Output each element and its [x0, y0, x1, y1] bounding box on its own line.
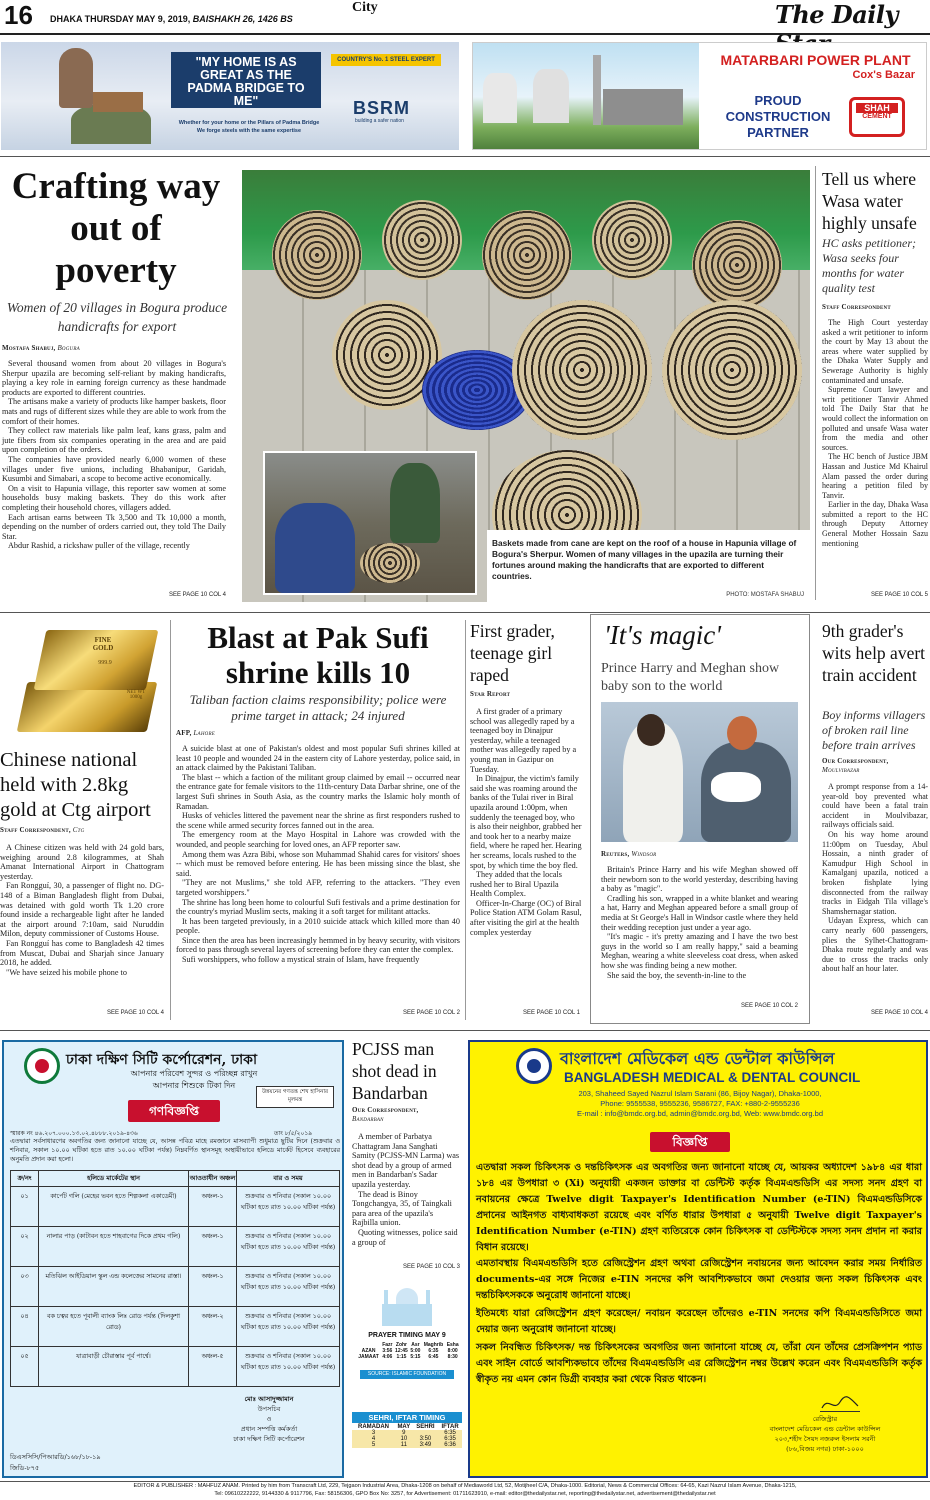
iftar-title: SEHRI, IFTAR TIMING [352, 1412, 462, 1423]
dscc-side-note: উন্নয়নের গণতন্ত্র শেখ হাসিনার মূলমন্ত্র [256, 1086, 334, 1108]
shah-cement-ad[interactable] [472, 42, 927, 150]
bsrm-tagline-1: Whether for your home or the Pillars of Padma Bridge [178, 120, 320, 126]
wasa-divider [815, 166, 816, 600]
gold-para: Fan Rongguí has come to Bangladesh 42 times from Muscat, Dubai and Sharjah since January 2018, he added. [0, 938, 164, 968]
bmdc-para-2: এমতাবস্থায় বিএমএন্ডডিসি হতে রেজিস্ট্রেশন গ্রহণ অথবা রেজিস্ট্রেশন নবায়নের জন্য আবেদন করার সময় নির্ধারিত documents-এর সঙ্গে নিজের e-TIN সনদের কপি আবশ্যিকভাবে জমা দেওয়ার জন্য সকল চিকিৎসক এবং দন্তচিকিৎসককে অনুরোধ জানানো যাচ্ছে। [476, 1258, 922, 1301]
shah-ad-title: MATARBARI POWER PLANT [720, 52, 911, 68]
bsrm-logo: BSRM [353, 98, 410, 118]
bmdc-para-4: সকল নিবন্ধিত চিকিৎসক/ দন্ত চিকিৎসকের অবগতির জন্য জানানো যাচ্ছে যে, তাঁরা যেন তাঁদের প্রেসক্রিপশন প্যাড এবং সাইন বোর্ডে আবশ্যিকভাবে তাঁদের বিএমএন্ডডিসি এর রেজিস্ট্রেশন নম্বর উল্লেখ করেন এবং বিএমএন্ডডিসি কর্তৃক স্বীকৃত নয় এমন কোন ডিগ্রী ব্যবহার করা থেকে বিরত থাকেন। [476, 1342, 922, 1385]
plant-building [603, 89, 683, 125]
prayer-cell: 5:00 [410, 1348, 421, 1354]
prayer-cell: 8:30 [447, 1354, 458, 1360]
crafting-para: Several thousand women from about 20 villages in Bogura's Sherpur upazila are becoming self-reliant by making handicrafts, playing a key role in earning foreign currency as these handmade products are exported to different countries. [2, 359, 226, 397]
dscc-cell: অঞ্চল-১ [189, 1187, 237, 1227]
gold-para: "We have seized his mobile phone to [6, 967, 127, 977]
prayer-th: Maghrib [423, 1342, 444, 1348]
pcjss-para: Quoting witnesses, police said a group of [352, 1227, 458, 1247]
wasa-para: Earlier in the day, Dhaka Wasa submitted a report to the HC through Deputy Attorney General Mother Hossain Sazu mentioning [822, 500, 928, 548]
dscc-signer-role: প্রধান সম্পত্তি কর্মকর্তা [240, 1425, 298, 1433]
dscc-cell: অঞ্চল-১ [189, 1267, 237, 1307]
bmdc-sign-block [730, 1414, 920, 1454]
dateline [50, 14, 293, 24]
crafting-body [2, 359, 226, 551]
prayer-cell: 8:00 [447, 1348, 458, 1354]
iftar-cell: 3:50 [419, 1436, 432, 1442]
dscc-cell: ০৩ [11, 1267, 39, 1307]
bmdc-sign-title: রেজিস্ট্রার [812, 1415, 838, 1423]
dscc-cell: মতিঝিল আইডিয়াল স্কুল এন্ড কলেজের সামনের রাস্তা। [39, 1267, 189, 1307]
iftar-cell: 9 [402, 1430, 406, 1436]
dscc-cell: বক চত্বর হতে পূবালী ব্যাংক লিঃ রোড পর্যন্ত (দিলকুশা রোড) [39, 1307, 189, 1347]
royal-see-page[interactable]: SEE PAGE 10 COL 2 [740, 1003, 798, 1009]
basket [592, 200, 672, 280]
bsrm-logo-sub: building a safer nation [355, 118, 404, 124]
ads-divider [0, 156, 930, 157]
iftar-table [352, 1424, 462, 1448]
wasa-body [822, 318, 928, 548]
shah-ad-line3: PARTNER [747, 125, 809, 140]
iftar-cell: 3 [371, 1430, 376, 1436]
prayer-table [356, 1342, 460, 1360]
royal-para: Cradling his son, wrapped in a white blanket and wearing a hat, Harry and Meghan appeared before a small group of media at St George's Hall in Windsor castle where they held their wedding reception just under a year ago. [601, 893, 798, 932]
prayer-cell: 3:56 [382, 1348, 393, 1354]
iftar-th: IFTAR [441, 1424, 459, 1430]
dscc-slogan-1: আপনার পরিবেশ সুন্দর ও পরিচ্ছন্ন রাখুন [130, 1069, 258, 1078]
gold-body [0, 843, 164, 977]
crafting-deck: Women of 20 villages in Bogura produce handicrafts for export [6, 300, 228, 334]
dscc-th: হলিডে মার্কেটের স্থান [39, 1171, 189, 1187]
power-plant-illustration [473, 43, 699, 150]
prayer-cell: 6:35 [428, 1348, 439, 1354]
gold-bar-weight: NET WT 1000g [126, 690, 146, 700]
dscc-row [11, 1227, 340, 1267]
wasa-headline: Tell us where Wasa water highly unsafe [822, 169, 917, 233]
royal-headline: 'It's magic' [604, 620, 722, 650]
grader-para: They added that the locals rushed her to Biral Upazila Health Complex. [470, 870, 562, 899]
pak-para: The blast -- which a faction of the militant group claimed by email -- occurred near the entrance gate for female visitors to the 11th-century Data Darbar shrine, one of the largest Sufi shrines in South Asia, as the country marks the Islamic holy month of Ramadan. [176, 772, 460, 811]
gold-byline-place: Ctg [72, 826, 85, 834]
shah-logo-bottom: CEMENT [862, 113, 892, 120]
basket [482, 210, 572, 300]
grader-divider [465, 620, 466, 1020]
footer-imprint: EDITOR & PUBLISHER : MAHFUZ ANAM. Printed by him from Transcraft Ltd, 229, Tejgaon Industrial Area, Dhaka-1208 on behalf of Mediaworld Ltd, 52, Motijheel C/A, Dhaka-1000. Editorial, News & Commercial Offices: 64-65, Kazi Nazrul Islam Avenue, Dhaka-1215, [133, 1483, 797, 1489]
dscc-row [11, 1307, 340, 1347]
prayer-th: Asr [411, 1342, 420, 1348]
pak-deck: Taliban faction claims responsibility; police were prime target in attack; 24 injured [189, 692, 447, 723]
pcjss-para: A member of Parbatya Chattagram Jana Sanghati Samity (PCJSS-MN Larma) was shot dead by a group of armed men in Bandarban's Sadar upazila yesterday. [352, 1132, 460, 1189]
pcjss-see-page[interactable]: SEE PAGE 10 COL 3 [402, 1264, 460, 1270]
bmdc-title-bn: বাংলাদেশ মেডিকেল এন্ড ডেন্টাল কাউন্সিল [560, 1049, 835, 1068]
dscc-cell: যাত্রাবাড়ী চৌরাস্তার পূর্ব পার্শ্বে। [39, 1347, 189, 1387]
iftar-cell: 3:49 [419, 1442, 432, 1448]
royal-byline-place: Windsor [631, 850, 657, 858]
crafting-byline [2, 344, 80, 352]
dscc-logo [24, 1048, 60, 1084]
basket [512, 300, 652, 440]
dscc-title: ঢাকা দক্ষিণ সিটি কর্পোরেশন, ঢাকা [66, 1052, 258, 1068]
prayer-title: PRAYER TIMING MAY 9 [368, 1332, 446, 1339]
dscc-cell: অঞ্চল-২ [189, 1307, 237, 1347]
dscc-cell: নালার পাড় (কাটাবন হতে শাহবাগের দিকে প্রথম গলি) [39, 1227, 189, 1267]
bmdc-notice[interactable] [468, 1040, 928, 1478]
dscc-signer-title: উপসচিব [257, 1405, 281, 1413]
bmdc-logo [516, 1048, 552, 1084]
woman-figure [275, 503, 355, 593]
pcjss-byline-name: Our Correspondent, [352, 1106, 419, 1114]
gold-bar-label: FINE GOLD [92, 636, 114, 652]
dscc-row [11, 1187, 340, 1227]
dscc-cell: শুক্রবার ও শনিবার (সকাল ১০.০০ ঘটিকা হতে রাত ১০.০০ ঘটিকা পর্যন্ত) [237, 1307, 340, 1347]
train-deck: Boy informs villagers of broken rail line before train arrives [822, 708, 926, 752]
shah-logo-top: SHAH [856, 103, 898, 113]
grader-para: In Dinajpur, the victim's family said she was roaming around the banks of the Tulai river in Biral upazila around 1:00pm, when suddenly the teenaged boy, who is also their neighbor, grabbed her and took her to a nearby maize field, where he raped her. Hearing her screams, locals rushed to the spot, by which time the boy fled. [470, 774, 582, 870]
royal-photo [601, 702, 798, 842]
train-byline-place: Moulvibazar [822, 766, 860, 774]
dscc-notice-title: গণবিজ্ঞপ্তি [128, 1100, 220, 1122]
wasa-para: The HC bench of Justice JBM Hassan and Justice Md Khairul Alam passed the order during hearing a petition filed by Tanvir. [822, 452, 928, 500]
dscc-table-header [11, 1171, 340, 1187]
man-photo [59, 48, 93, 108]
iftar-th: MAY [397, 1424, 411, 1430]
pak-para: The shrine has long been home to colourful Sufi festivals and a prime destination for the country's myriad Muslim sects, making it a soft target for militant attacks. [176, 897, 460, 917]
row-divider [0, 612, 930, 613]
pak-para: A suicide blast at one of Pakistan's oldest and most popular Sufi shrines killed at least 10 people and wounded 24 in the eastern city of Lahore yesterday, police said, in an attack claimed by the Pakistani Taliban. [176, 744, 460, 773]
dscc-cell: কার্পেট গলি (মেহের ভবন হতে শিল্পকলা একাডেমী) [39, 1187, 189, 1227]
prayer-th: Fazr [382, 1342, 393, 1348]
train-para: Udayan Express, which can carry nearly 600 passengers, plies the Sylhet-Chattogram-Dhaka route regularly and was due to cross the tracks only about half an hour later. [822, 916, 928, 974]
dscc-ref-1: ডিএসসিসি/পিআরডি/১৬৮/১৮-১৯ [10, 1453, 101, 1461]
crafting-byline-name: Mostafa Shabuj, [2, 344, 56, 352]
grader-byline: Star Report [470, 690, 511, 698]
pak-para: Sufi worshippers, who follow a mystical strain of Islam, have frequently [182, 955, 420, 965]
pak-see-page[interactable]: SEE PAGE 10 COL 2 [402, 1010, 460, 1016]
dscc-row [11, 1347, 340, 1387]
pcjss-body [352, 1132, 460, 1247]
bsrm-ad[interactable] [1, 42, 459, 150]
pak-divider [170, 620, 171, 1020]
pcjss-byline-place: Bandarban [352, 1115, 384, 1123]
bsrm-badge: COUNTRY'S No. 1 STEEL EXPERT [331, 54, 441, 66]
grader-see-page[interactable]: SEE PAGE 10 COL 1 [522, 1010, 580, 1016]
wasa-para: The High Court yesterday asked a writ petitioner to inform the court by May 13 about the areas where water supplied by the Dhaka Water Supply and Sewerage Authority is highly contaminated and unsafe. [822, 318, 928, 385]
iftar-th: SEHRI [416, 1424, 435, 1430]
crafting-see-page[interactable]: SEE PAGE 10 COL 4 [168, 592, 226, 598]
dscc-signer-org: ঢাকা দক্ষিণ সিটি কর্পোরেশন [233, 1435, 305, 1443]
iftar-cell: 10 [400, 1436, 408, 1442]
dscc-cell: শুক্রবার ও শনিবার (সকাল ১০.০০ ঘটিকা হতে রাত ১০.০০ ঘটিকা পর্যন্ত) [237, 1187, 340, 1227]
crafting-para: They collect raw materials like palm leaf, kans grass, palm and jute fibers from six companies operating in the area and are paid upon completion of the orders. [2, 426, 226, 455]
woman-figure [390, 463, 440, 543]
prayer-source: SOURCE: ISLAMIC FOUNDATION [360, 1370, 454, 1379]
bmdc-phone: Phone: 9555538, 9555236, 9586727, FAX: +880-2-9555236 [600, 1099, 800, 1108]
signature-icon [820, 1394, 860, 1412]
baby-blanket [711, 772, 761, 802]
photo-credit: PHOTO: MOSTAFA SHABUJ [726, 592, 804, 598]
pak-byline-name: AFP, [176, 729, 192, 737]
baskets-caption: Baskets made from cane are kept on the roof of a house in Hapunia village of Bogura's Sherpur. Women of many villages in the upazila are turning their fortunes around making the handicrafts that are exported to different countries. [492, 538, 797, 581]
train-see-page[interactable]: SEE PAGE 10 COL 4 [870, 1010, 928, 1016]
shah-ad-line1: PROUD [754, 93, 802, 108]
dscc-cell: অঞ্চল-১ [189, 1227, 237, 1267]
dscc-cell: ০৪ [11, 1307, 39, 1347]
bmdc-notice-title: বিজ্ঞপ্তি [650, 1132, 730, 1152]
cooling-tower [483, 73, 517, 123]
bangla-date: BAISHAKH 26, 1426 BS [192, 14, 293, 24]
train-para: On his way home around 11:00pm on Tuesday, Abul Hossain, a ninth grader of Kamudpur High School in Kamalganj upazila, noticed a broken fishplate lying disconnected from the railway tracks in Eidgah Tila village's Shamshernagar station. [822, 829, 928, 916]
pcjss-headline: PCJSS man shot dead in Bandarban [352, 1039, 437, 1103]
crafting-para: The artisans make a variety of products like hamper baskets, floor mats and rugs of different sizes while they are able to work from the comfort of their homes. [2, 397, 226, 426]
dscc-notice[interactable] [2, 1040, 344, 1478]
dscc-cell: ০১ [11, 1187, 39, 1227]
iftar-cell: 6:35 [444, 1430, 456, 1436]
iftar-cell: 4 [371, 1436, 376, 1442]
dscc-cell: অঞ্চল-৫ [189, 1347, 237, 1387]
house-roof [93, 92, 143, 112]
pak-byline-place: Lahore [193, 729, 215, 737]
footer-contact: Tel: 09610222222, 9144330 & 9117796, Fax: 58156306, GPO Box No: 3257, for Advertisement: 01711623910, e-mail: editor@thedailystar.net, reporting@thedailystar.net, advertisement@thedailystar.net [214, 1491, 716, 1497]
bmdc-sign-addr-2: (৮৬,বিজয় নগর) ঢাকা-১০০০ [786, 1445, 864, 1453]
pcjss-para: The dead is Binoy Tongchangya, 35, of Taingkali para area of the upazila's Rajbilla union. [352, 1189, 452, 1228]
wasa-deck: HC asks petitioner; Wasa seeks four months for water quality test [822, 236, 916, 295]
train-headline: 9th grader's wits help avert train accident [822, 621, 926, 685]
dscc-slogan-2: আপনার শিশুকে টিকা দিন [152, 1081, 236, 1090]
train-byline [822, 757, 889, 775]
crafting-para: Abdur Rashid, a rickshaw puller of the village, recently [8, 541, 190, 551]
prayer-box [352, 1282, 462, 1382]
dscc-row [11, 1267, 340, 1307]
gold-para: Fan Rongguí, 30, a passenger of flight no. DG-148 of a Biman Bangladesh flight from Dubai, was detained with gold worth Tk 1.20 crore found inside a rechargeable light after he landed at the airport around 7:10am, said Nuruddin Milon, deputy commissioner of Customs House. [0, 881, 164, 939]
bmdc-sign-addr-1: ২০৩,শহীদ সৈয়দ নজরুল ইসলাম সরনী [774, 1435, 876, 1443]
pak-para: "They are not Muslims," she told AFP, referring to the attackers. "They even targeted worshippers." [176, 878, 460, 897]
gold-headline: Chinese national held with 2.8kg gold at Ctg airport [0, 749, 151, 821]
basket [662, 300, 802, 440]
train-para: A prompt response from a 14-year-old boy prevented what could have been a fatal train accident in Moulvibazar, railways officials said. [822, 782, 928, 830]
prayer-cell: 12:45 [395, 1348, 408, 1354]
grader-body [470, 707, 582, 937]
pak-para: Among them was Azra Bibi, whose son Muhammad Shahid cares for visitors' shoes -- which must be removed before entering. He has been missing since the blast, she said. [176, 849, 460, 878]
dscc-signer [204, 1394, 334, 1444]
dscc-intro: এতদ্বারা সর্বসাধারণের অবগতির জন্য জানানো যাচ্ছে যে, আসন্ন পবিত্র মাহে রমজানে মাসব্যাপী শুধুমাত্র ছুটির দিনে (শুক্রবার ও শনিবার, সকাল ১০.০০ ঘটিকা হতে রাত ১০.০০ ঘটিকা পর্যন্ত) নিম্নবর্ণিত স্থানসমূহ অস্থায়ীভাবে হলিডে মার্কেট হিসেবে ব্যবহারের অনুমতি প্রদান করা হলো। [10, 1138, 340, 1163]
iftar-cell: 6:35 [444, 1436, 456, 1442]
mosque-icon [382, 1288, 432, 1326]
pak-para: Since then the area has been increasingly hemmed in by heavy security, with visitors forced to pass through several layers of screening before they can enter the complex. [176, 935, 460, 955]
women-weaving-photo [263, 451, 477, 595]
grader-headline: First grader, teenage girl raped [470, 621, 555, 685]
chimney [593, 55, 601, 125]
gold-byline [0, 826, 84, 834]
prayer-cell: 4:06 [382, 1354, 393, 1360]
prayer-th: Zohr [395, 1342, 407, 1348]
crafting-byline-place: Bogura [57, 344, 80, 352]
dscc-th: ক্র/নং [11, 1171, 39, 1187]
grader-para: A first grader of a primary school was allegedly raped by a teenaged boy in Dinajpur yesterday, while a teenaged mother was allegedly raped by a young man in Gazipur on Tuesday. [470, 707, 577, 774]
gold-bar-purity: 999.9 [98, 660, 112, 666]
wasa-byline: Staff Correspondent [822, 303, 891, 311]
dscc-cell: শুক্রবার ও শনিবার (সকাল ১০.০০ ঘটিকা হতে রাত ১০.০০ ঘটিকা পর্যন্ত) [237, 1347, 340, 1387]
crafting-para: The companies have provided nearly 6,000 women of these villages under five unions, including Bhabanipur, Garidah, Kusumbi and Simabari, a scope to become active economically. [2, 454, 226, 484]
prayer-cell: 1:15 [396, 1354, 407, 1360]
dscc-th: আওতাধীন অঞ্চল [189, 1171, 237, 1187]
gold-bars-photo [4, 620, 164, 744]
crafting-headline: Crafting way out of poverty [11, 166, 221, 291]
wasa-para: Supreme Court lawyer and writ petitioner Tanvir Ahmed told The Daily Star that he would collect the information on polluted and unsafe Wasa water from the media and other sources. [822, 385, 928, 452]
footer-rule [0, 1481, 930, 1482]
royal-para: Britain's Prince Harry and his wife Meghan showed off their newborn son to the world yesterday, describing having a baby as "magic". [601, 865, 798, 894]
meghan-head [637, 714, 665, 746]
bmdc-sign-org: বাংলাদেশ মেডিকেল এন্ড ডেন্টাল কাউন্সিল [769, 1425, 881, 1433]
dscc-cell: শুক্রবার ও শনিবার (সকাল ১০.০০ ঘটিকা হতে রাত ১০.০০ ঘটিকা পর্যন্ত) [237, 1227, 340, 1267]
row-divider [0, 1030, 930, 1031]
dscc-ref-2: জিডি-৮৭৫ [10, 1464, 40, 1472]
basket-piece [360, 543, 420, 583]
bmdc-para-3: ইতিমধ্যে যারা রেজিস্ট্রেশন গ্রহণ করেছেন/ নবায়ন করেছেন তাঁদেরও e-TIN সনদের কপি বিএমএন্ডডিসিতে জমা দেয়ার জন্য অনুরোধ জানানো যাচ্ছে। [476, 1308, 922, 1335]
pak-body [176, 744, 460, 965]
royal-body [601, 865, 798, 980]
dscc-cell: ০৫ [11, 1347, 39, 1387]
shah-ad-location: Cox's Bazar [852, 69, 915, 81]
prayer-th: Esha [446, 1342, 459, 1348]
harry-head [727, 716, 757, 750]
gold-para: A Chinese citizen was held with 24 gold bars, weighing around 2.8 kilogrammes, at Shah Amanat International Airport in Chattogram yesterday. [0, 843, 164, 881]
basket [382, 200, 462, 280]
date-text: DHAKA THURSDAY MAY 9, 2019, [50, 14, 191, 24]
iftar-th: RAMADAN [357, 1424, 389, 1430]
prayer-cell: 5:15 [410, 1354, 421, 1360]
pcjss-byline [352, 1106, 419, 1124]
dscc-cell: শুক্রবার ও শনিবার (সকাল ১০.০০ ঘটিকা হতে রাত ১০.০০ ঘটিকা পর্যন্ত) [237, 1267, 340, 1307]
royal-byline-name: Reuters, [601, 850, 630, 858]
train-body [822, 782, 928, 974]
bmdc-signature [820, 1394, 860, 1412]
dscc-th: বার ও সময় [237, 1171, 340, 1187]
prayer-cell: JAMAAT [358, 1354, 379, 1360]
dscc-signer-and: ও [266, 1415, 272, 1423]
gold-see-page[interactable]: SEE PAGE 10 COL 4 [106, 1010, 164, 1016]
bsrm-quote: "MY HOME IS AS GREAT AS THE PADMA BRIDGE TO ME" [171, 52, 321, 108]
iftar-cell: 6:36 [444, 1442, 456, 1448]
dscc-memo: স্মারক নং ৪৬.২০৭.০০০.১৩.০২.৪৮৮৮.২০১৯-৪৩৬ [10, 1130, 138, 1137]
dscc-table [10, 1170, 340, 1387]
pak-para: The emergency room at the Mayo Hospital in Lahore was crowded with the wounded, and people searching for loved ones, an AFP reporter saw. [176, 830, 460, 849]
iftar-cell: 11 [400, 1442, 407, 1448]
train-byline-name: Our Correspondent, [822, 757, 889, 765]
page-number: 16 [4, 0, 33, 30]
cooling-tower [533, 69, 569, 123]
bsrm-tagline-2: We forge steels with the same expertise [196, 128, 302, 134]
gold-byline-name: Staff Correspondent, [0, 826, 71, 834]
masthead-rule [0, 33, 930, 35]
pak-headline: Blast at Pak Sufi shrine kills 10 [207, 620, 429, 690]
crafting-para: On a visit to Hapunia village, this reporter saw women at some households busy making baskets. They do this work after completing their household chores, villagers added. [2, 483, 226, 512]
prayer-row [356, 1354, 460, 1360]
shah-ad-line2: CONSTRUCTION [725, 109, 831, 124]
grader-para: Officer-In-Charge (OC) of Biral Police Station ATM Golam Rasul, after visiting the girl at the health complex yesterday [470, 898, 582, 937]
bmdc-email: E-mail : info@bmdc.org.bd, admin@bmdc.org.bd, Web: www.bmdc.org.bd [576, 1109, 824, 1118]
crafting-para: Each artisan earns between Tk 3,500 and Tk 10,000 a month, depending on the number of orders carried out, they told The Daily Star. [2, 512, 226, 541]
masthead-logo: The Daily [775, 0, 898, 29]
pak-para: Husks of vehicles littered the pavement near the shrine as first responders rushed to the scene while armed security forces fanned out in the area. [176, 811, 460, 830]
dscc-signer-name: মোঃ আসাদুজ্জামান [244, 1395, 294, 1403]
royal-byline [601, 850, 656, 858]
dscc-date: তাং ৮/৫/২০১৯ [274, 1130, 313, 1137]
royal-deck: Prince Harry and Meghan show baby son to the world [601, 661, 780, 694]
bmdc-title-en: BANGLADESH MEDICAL & DENTAL COUNCIL [564, 1070, 861, 1085]
basket [692, 220, 782, 310]
iftar-row [352, 1442, 462, 1448]
shah-cement-logo [849, 97, 905, 137]
pak-byline [176, 729, 215, 737]
bmdc-address: 203, Shaheed Sayed Nazrul Islam Sarani (86, Bijoy Nagar), Dhaka-1000, [578, 1089, 822, 1098]
pak-para: It has been targeted previously, in a 2010 suicide attack which killed more than 40 people. [176, 916, 460, 936]
dscc-cell: ০২ [11, 1227, 39, 1267]
section-label: City [352, 0, 378, 15]
royal-para: "It's magic - it's pretty amazing and I have the two best guys in the world so I am really happy," said a beaming Meghan, wearing a white sleeveless coat dress, when asked how she was finding being a new mother. [601, 932, 798, 970]
wasa-see-page[interactable]: SEE PAGE 10 COL 5 [870, 592, 928, 598]
prayer-cell: AZAN [361, 1348, 376, 1354]
royal-para: She said the boy, the seventh-in-line to the [607, 970, 747, 980]
prayer-cell: 6:45 [428, 1354, 439, 1360]
iftar-cell: 5 [371, 1442, 376, 1448]
bmdc-para-1: এতদ্বারা সকল চিকিৎসক ও দন্তচিকিৎসক এর অবগতির জন্য জানানো যাচ্ছে যে, আয়কর অধ্যাদেশ ১৯৮৪ এর ধারা ১৮৪ এর উপধারা ৩ (Xi) অনুযায়ী একজন ডাক্তার বা ডেন্টিস্ট কর্তৃক বিএমএন্ডডিসি এর সদস্য সনদ গ্রহণ বা নবায়নের ক্ষেত্রে Twelve digit Taxpayer's Identification Number (e-TIN) বিএমএন্ডডিসিকে প্রদানের আইনগত বাধ্যবাধকতা রয়েছে এবং বর্ণিত ধারার উপধারা ৫ অনুযায়ী Twelve digit Taxpayer's Identification Number (e-TIN) গ্রহণ ব্যতিরেকে কোন চিকিৎসক বা ডেন্টিস্টকে সদস্য সনদ প্রদান না করার বিধান রয়েছে। [476, 1162, 922, 1253]
basket [272, 210, 362, 300]
